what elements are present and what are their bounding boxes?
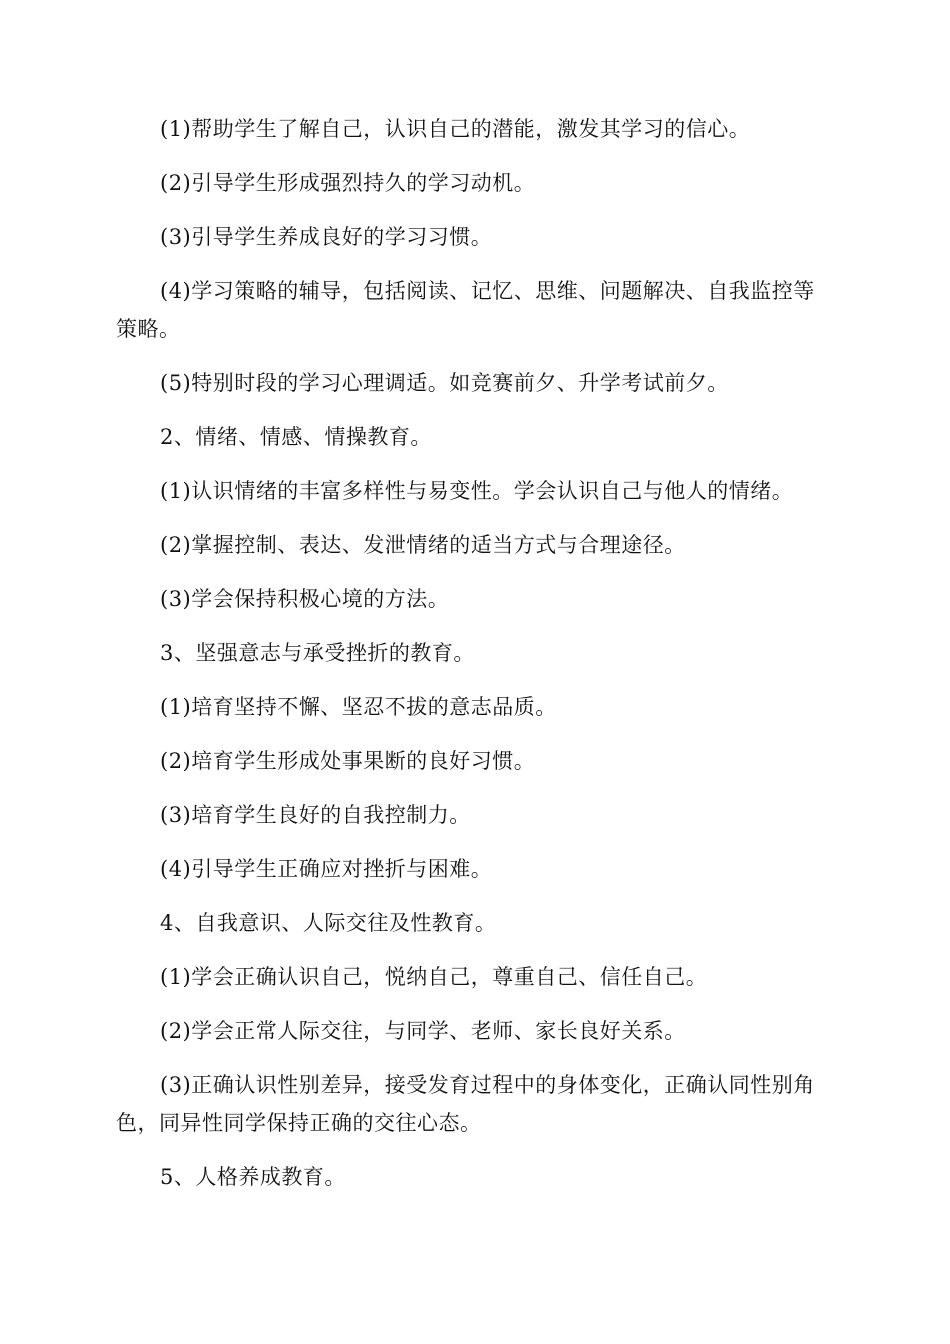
paragraph: (3)培育学生良好的自我控制力。: [160, 803, 471, 827]
document-body: [116, 110, 832, 1196]
paragraph: (3)正确认识性别差异，接受发育过程中的身体变化，正确认同性别角色，同异性同学保持正确的交往心态。: [116, 1073, 815, 1135]
paragraph: (5)特别时段的学习心理调适。如竞赛前夕、升学考试前夕。: [160, 371, 729, 395]
paragraph: (4)引导学生正确应对挫折与困难。: [160, 857, 493, 881]
paragraph: (2)掌握控制、表达、发泄情绪的适当方式与合理途径。: [160, 533, 686, 557]
paragraph: (4)学习策略的辅导，包括阅读、记忆、思维、问题解决、自我监控等策略。: [116, 279, 815, 341]
section-heading: 3、坚强意志与承受挫折的教育。: [160, 641, 475, 665]
section-heading: 2、情绪、情感、情操教育。: [160, 425, 432, 449]
paragraph: (1)认识情绪的丰富多样性与易变性。学会认识自己与他人的情绪。: [160, 479, 794, 503]
paragraph: (2)引导学生形成强烈持久的学习动机。: [160, 171, 536, 195]
paragraph: (3)引导学生养成良好的学习习惯。: [160, 225, 493, 249]
paragraph: (1)学会正确认识自己，悦纳自己，尊重自己、信任自己。: [160, 965, 708, 989]
paragraph: (2)培育学生形成处事果断的良好习惯。: [160, 749, 536, 773]
paragraph: (1)培育坚持不懈、坚忍不拔的意志品质。: [160, 695, 557, 719]
section-heading: 4、自我意识、人际交往及性教育。: [160, 911, 497, 935]
paragraph: (2)学会正常人际交往，与同学、老师、家长良好关系。: [160, 1019, 686, 1043]
paragraph: (1)帮助学生了解自己，认识自己的潜能，激发其学习的信心。: [160, 117, 751, 141]
section-heading: 5、人格养成教育。: [160, 1165, 346, 1189]
paragraph: (3)学会保持积极心境的方法。: [160, 587, 450, 611]
